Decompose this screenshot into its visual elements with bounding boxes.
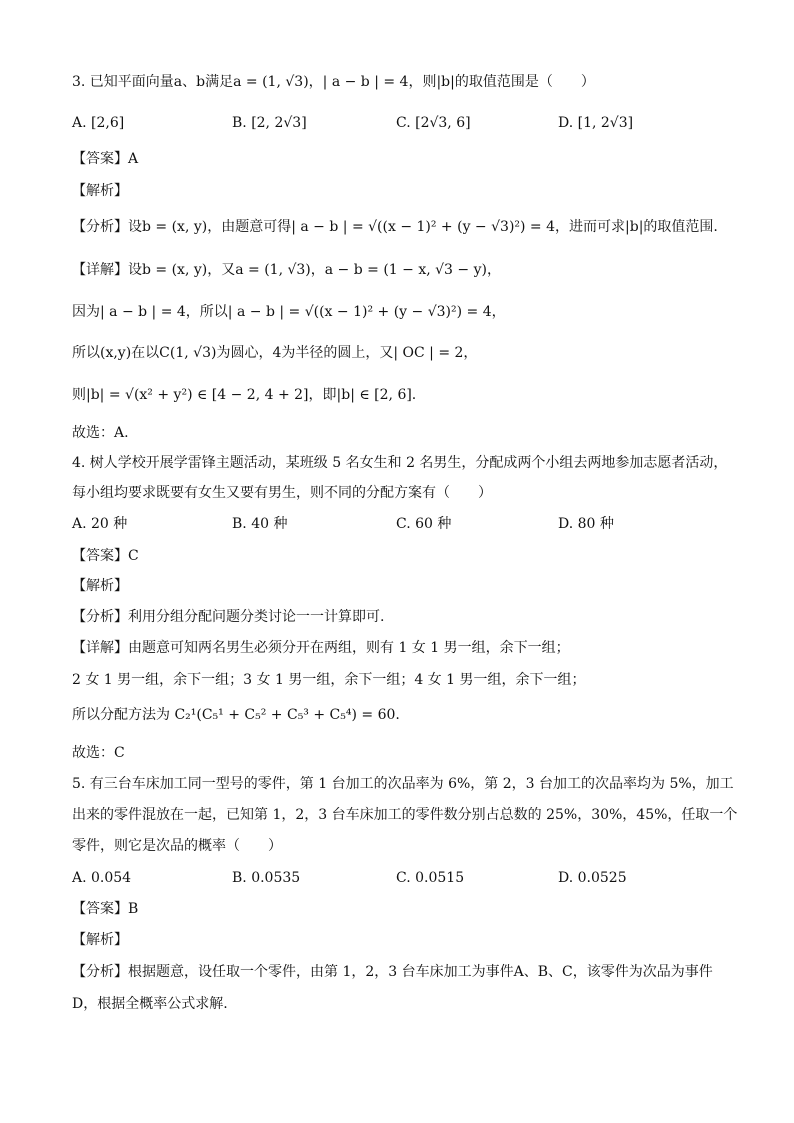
q4-line-3: 所以分配方法为 C₂¹(C₅¹ + C₅² + C₅³ + C₅⁴) = 60.: [72, 707, 400, 723]
q4-line-2: 2 女 1 男一组，余下一组；3 女 1 男一组，余下一组；4 女 1 男一组，余下一组；: [72, 672, 586, 688]
q4-choice: 故选：C: [72, 745, 125, 761]
q5-stem-line-1: 5. 有三台车床加工同一型号的零件，第 1 台加工的次品率为 6%，第 2，3 台加工的次品率均为 5%，加工: [72, 776, 734, 792]
q3-option-c: C. [2√3, 6]: [396, 115, 471, 131]
q3-line-2: 因为| a − b | = 4，所以| a − b | = √((x − 1)² + (y − √3)²) = 4，: [72, 304, 506, 320]
q5-fenxi-line-2: D，根据全概率公式求解.: [72, 996, 228, 1012]
q3-choice: 故选：A.: [72, 425, 129, 441]
q3-fenxi: 【分析】设b = (x, y)，由题意可得| a − b | = √((x − 1)² + (y − √3)²) = 4，进而可求|b|的取值范围.: [72, 219, 718, 235]
q3-option-a: A. [2,6]: [72, 115, 125, 131]
q4-answer: 【答案】C: [72, 548, 139, 564]
q4-stem-line-2: 每小组均要求既要有女生又要有男生，则不同的分配方案有（ ）: [72, 485, 492, 501]
q5-jiexi: 【解析】: [72, 932, 128, 948]
q4-fenxi: 【分析】利用分组分配问题分类讨论一一计算即可.: [72, 609, 385, 625]
q4-option-a: A. 20 种: [72, 516, 128, 532]
q3-option-b: B. [2, 2√3]: [232, 115, 307, 131]
q3-jiexi: 【解析】: [72, 183, 128, 199]
q4-jiexi: 【解析】: [72, 578, 128, 594]
q3-answer: 【答案】A: [72, 151, 139, 167]
q5-option-b: B. 0.0535: [232, 870, 301, 886]
q5-option-a: A. 0.054: [72, 870, 132, 886]
q5-stem-line-2: 出来的零件混放在一起，已知第 1，2，3 台车床加工的零件数分别占总数的 25%，30%，45%，任取一个: [72, 807, 738, 823]
q3-line-4: 则|b| = √(x² + y²) ∈ [4 − 2, 4 + 2]，即|b| ∈ [2, 6].: [72, 387, 417, 403]
q3-xiangjie: 【详解】设b = (x, y)，又a = (1, √3)，a − b = (1 − x, √3 − y)，: [72, 262, 501, 278]
q3-stem: 3. 已知平面向量a、b满足a = (1, √3)，| a − b | = 4，则|b|的取值范围是（ ）: [72, 74, 595, 90]
q5-option-c: C. 0.0515: [396, 870, 465, 886]
q4-option-b: B. 40 种: [232, 516, 288, 532]
q5-fenxi-line-1: 【分析】根据题意，设任取一个零件，由第 1，2，3 台车床加工为事件A、B、C，该零件为次品为事件: [72, 964, 713, 980]
q5-stem-line-3: 零件，则它是次品的概率（ ）: [72, 838, 282, 854]
q4-xiangjie: 【详解】由题意可知两名男生必须分开在两组，则有 1 女 1 男一组，余下一组；: [72, 640, 570, 656]
q5-answer: 【答案】B: [72, 901, 139, 917]
q5-option-d: D. 0.0525: [558, 870, 627, 886]
q4-option-d: D. 80 种: [558, 516, 614, 532]
q4-stem-line-1: 4. 树人学校开展学雷锋主题活动，某班级 5 名女生和 2 名男生，分配成两个小组去两地参加志愿者活动，: [72, 455, 728, 471]
q3-line-3: 所以(x,y)在以C(1, √3)为圆心，4为半径的圆上，又| OC | = 2，: [72, 345, 478, 361]
q4-option-c: C. 60 种: [396, 516, 452, 532]
q3-option-d: D. [1, 2√3]: [558, 115, 634, 131]
